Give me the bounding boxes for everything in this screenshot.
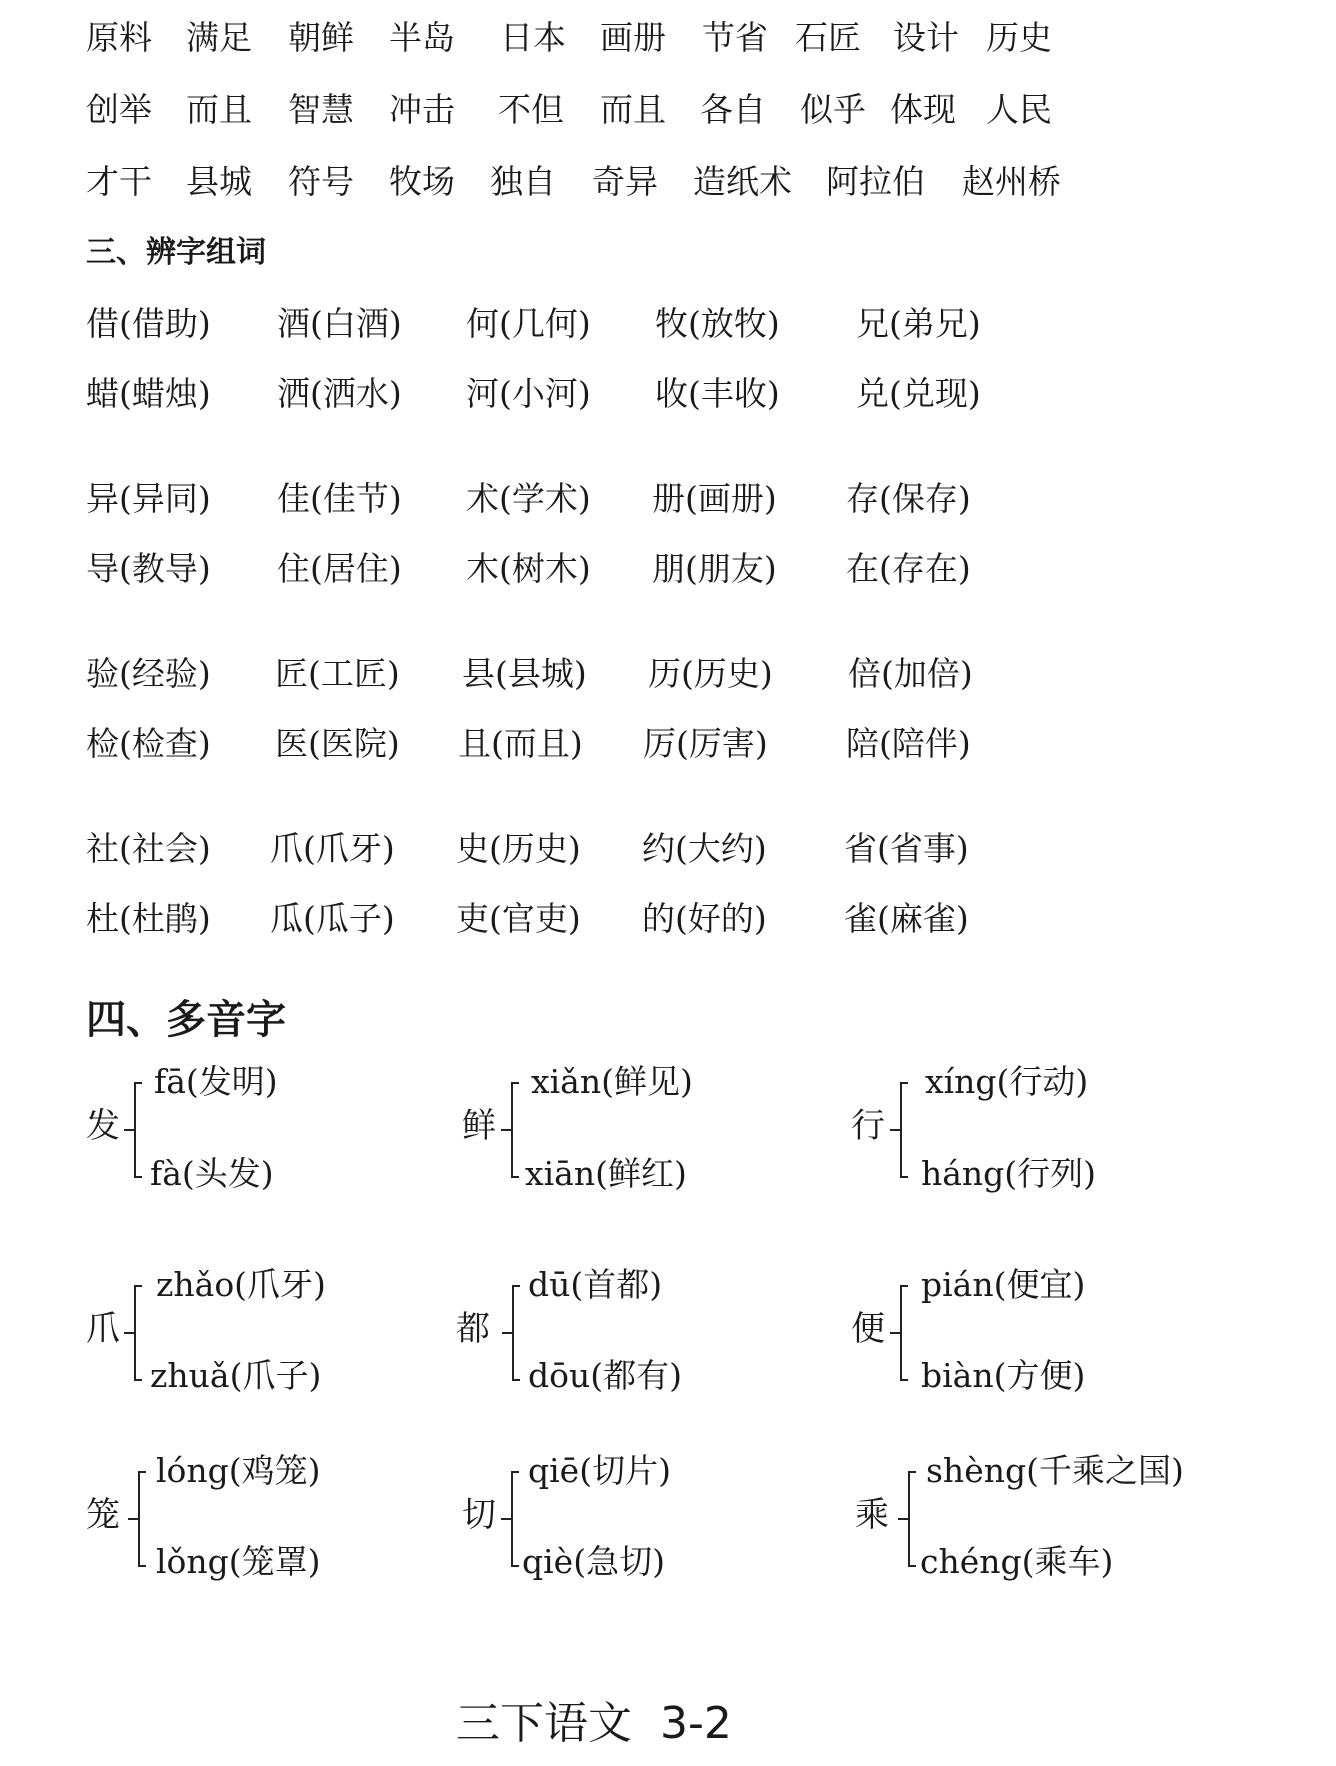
vocab-word: 石匠 bbox=[795, 18, 861, 57]
polyphone-reading: pián(便宜) bbox=[921, 1265, 1086, 1304]
section-heading: 四、多音字 bbox=[86, 997, 286, 1043]
polyphone-char: 鲜 bbox=[462, 1106, 496, 1146]
brace-bracket bbox=[138, 1471, 148, 1567]
word-pair: 县(县城) bbox=[462, 654, 587, 693]
word-pair: 社(社会) bbox=[86, 829, 211, 868]
word-pair: 检(检查) bbox=[86, 724, 211, 763]
word-pair: 陪(陪伴) bbox=[846, 724, 971, 763]
vocab-word: 牧场 bbox=[389, 162, 455, 201]
word-pair: 酒(白酒) bbox=[277, 304, 402, 343]
polyphone-reading: shèng(千乘之国) bbox=[926, 1451, 1184, 1490]
section-heading: 三、辨字组词 bbox=[86, 235, 266, 270]
word-pair: 爪(爪牙) bbox=[270, 829, 395, 868]
polyphone-char: 便 bbox=[851, 1309, 885, 1349]
word-pair: 木(树木) bbox=[466, 549, 591, 588]
vocab-word: 满足 bbox=[186, 18, 252, 57]
word-pair: 佳(佳节) bbox=[277, 479, 402, 518]
polyphone-reading: lóng(鸡笼) bbox=[156, 1451, 321, 1490]
word-pair: 术(学术) bbox=[466, 479, 591, 518]
page-number: 3-2 bbox=[660, 1698, 732, 1749]
word-pair: 洒(洒水) bbox=[277, 374, 402, 413]
brace-bracket bbox=[908, 1471, 918, 1567]
polyphone-reading: xiǎn(鲜见) bbox=[531, 1062, 693, 1101]
polyphone-reading: dū(首都) bbox=[528, 1265, 663, 1304]
word-pair: 杜(杜鹃) bbox=[86, 899, 211, 938]
word-pair: 异(异同) bbox=[86, 479, 211, 518]
word-pair: 住(居住) bbox=[277, 549, 402, 588]
polyphone-reading: qiē(切片) bbox=[528, 1451, 671, 1490]
word-pair: 历(历史) bbox=[648, 654, 773, 693]
polyphone-reading: biàn(方便) bbox=[921, 1356, 1086, 1395]
word-pair: 导(教导) bbox=[86, 549, 211, 588]
polyphone-reading: lǒng(笼罩) bbox=[156, 1542, 321, 1581]
word-pair: 朋(朋友) bbox=[652, 549, 777, 588]
word-pair: 雀(麻雀) bbox=[844, 899, 969, 938]
polyphone-reading: zhuǎ(爪子) bbox=[150, 1356, 322, 1395]
polyphone-char: 行 bbox=[851, 1106, 885, 1146]
brace-bracket bbox=[900, 1285, 910, 1381]
polyphone-reading: háng(行列) bbox=[921, 1154, 1097, 1193]
word-pair: 瓜(瓜子) bbox=[270, 899, 395, 938]
vocab-word: 造纸术 bbox=[693, 162, 792, 201]
polyphone-char: 爪 bbox=[86, 1309, 120, 1349]
vocab-word: 体现 bbox=[890, 90, 956, 129]
vocab-word: 节省 bbox=[702, 18, 768, 57]
word-pair: 倍(加倍) bbox=[848, 654, 973, 693]
word-pair: 在(存在) bbox=[846, 549, 971, 588]
word-pair: 吏(官吏) bbox=[456, 899, 581, 938]
polyphone-reading: fā(发明) bbox=[154, 1062, 278, 1101]
vocab-word: 智慧 bbox=[288, 90, 354, 129]
vocab-word: 原料 bbox=[86, 18, 152, 57]
vocab-word: 赵州桥 bbox=[962, 162, 1061, 201]
word-pair: 存(保存) bbox=[846, 479, 971, 518]
vocab-word: 历史 bbox=[986, 18, 1052, 57]
word-pair: 册(画册) bbox=[652, 479, 777, 518]
word-pair: 借(借助) bbox=[86, 304, 211, 343]
vocab-word: 县城 bbox=[186, 162, 252, 201]
vocab-word: 各自 bbox=[700, 90, 766, 129]
vocab-word: 符号 bbox=[288, 162, 354, 201]
vocab-word: 独自 bbox=[490, 162, 556, 201]
polyphone-reading: chéng(乘车) bbox=[920, 1542, 1114, 1581]
vocab-word: 才干 bbox=[86, 162, 152, 201]
vocab-word: 画册 bbox=[600, 18, 666, 57]
word-pair: 牧(放牧) bbox=[655, 304, 780, 343]
brace-bracket bbox=[512, 1285, 522, 1381]
brace-bracket bbox=[134, 1082, 144, 1178]
vocab-word: 阿拉伯 bbox=[826, 162, 925, 201]
polyphone-reading: xiān(鲜红) bbox=[525, 1154, 687, 1193]
word-pair: 蜡(蜡烛) bbox=[86, 374, 211, 413]
brace-bracket bbox=[511, 1471, 521, 1567]
vocab-word: 日本 bbox=[500, 18, 566, 57]
word-pair: 兄(弟兄) bbox=[856, 304, 981, 343]
brace-bracket bbox=[511, 1082, 521, 1178]
page-footer bbox=[456, 1698, 732, 1750]
word-pair: 何(几何) bbox=[466, 304, 591, 343]
vocab-word: 而且 bbox=[600, 90, 666, 129]
brace-bracket bbox=[134, 1285, 144, 1381]
polyphone-char: 都 bbox=[456, 1309, 490, 1349]
footer-label: 三下语文 bbox=[456, 1698, 632, 1749]
brace-bracket bbox=[900, 1082, 910, 1178]
word-pair: 史(历史) bbox=[456, 829, 581, 868]
word-pair: 医(医院) bbox=[275, 724, 400, 763]
vocab-word: 朝鲜 bbox=[288, 18, 354, 57]
polyphone-reading: fà(头发) bbox=[150, 1154, 274, 1193]
vocab-word: 设计 bbox=[893, 18, 959, 57]
word-pair: 匠(工匠) bbox=[275, 654, 400, 693]
vocab-word: 创举 bbox=[86, 90, 152, 129]
vocab-word: 半岛 bbox=[389, 18, 455, 57]
vocab-word: 人民 bbox=[986, 90, 1052, 129]
word-pair: 约(大约) bbox=[642, 829, 767, 868]
polyphone-reading: qiè(急切) bbox=[522, 1542, 665, 1581]
vocab-word: 奇异 bbox=[592, 162, 658, 201]
polyphone-char: 发 bbox=[86, 1106, 120, 1146]
vocab-word: 不但 bbox=[498, 90, 564, 129]
vocab-word: 似乎 bbox=[800, 90, 866, 129]
word-pair: 兑(兑现) bbox=[856, 374, 981, 413]
word-pair: 厉(厉害) bbox=[643, 724, 768, 763]
word-pair: 验(经验) bbox=[86, 654, 211, 693]
word-pair: 的(好的) bbox=[642, 899, 767, 938]
polyphone-char: 切 bbox=[462, 1495, 496, 1535]
word-pair: 河(小河) bbox=[466, 374, 591, 413]
word-pair: 省(省事) bbox=[844, 829, 969, 868]
vocab-word: 冲击 bbox=[389, 90, 455, 129]
polyphone-reading: xíng(行动) bbox=[925, 1062, 1089, 1101]
word-pair: 收(丰收) bbox=[655, 374, 780, 413]
polyphone-char: 乘 bbox=[855, 1495, 889, 1535]
vocab-word: 而且 bbox=[186, 90, 252, 129]
polyphone-reading: dōu(都有) bbox=[528, 1356, 682, 1395]
word-pair: 且(而且) bbox=[458, 724, 583, 763]
polyphone-char: 笼 bbox=[86, 1495, 120, 1535]
polyphone-reading: zhǎo(爪牙) bbox=[156, 1265, 326, 1304]
